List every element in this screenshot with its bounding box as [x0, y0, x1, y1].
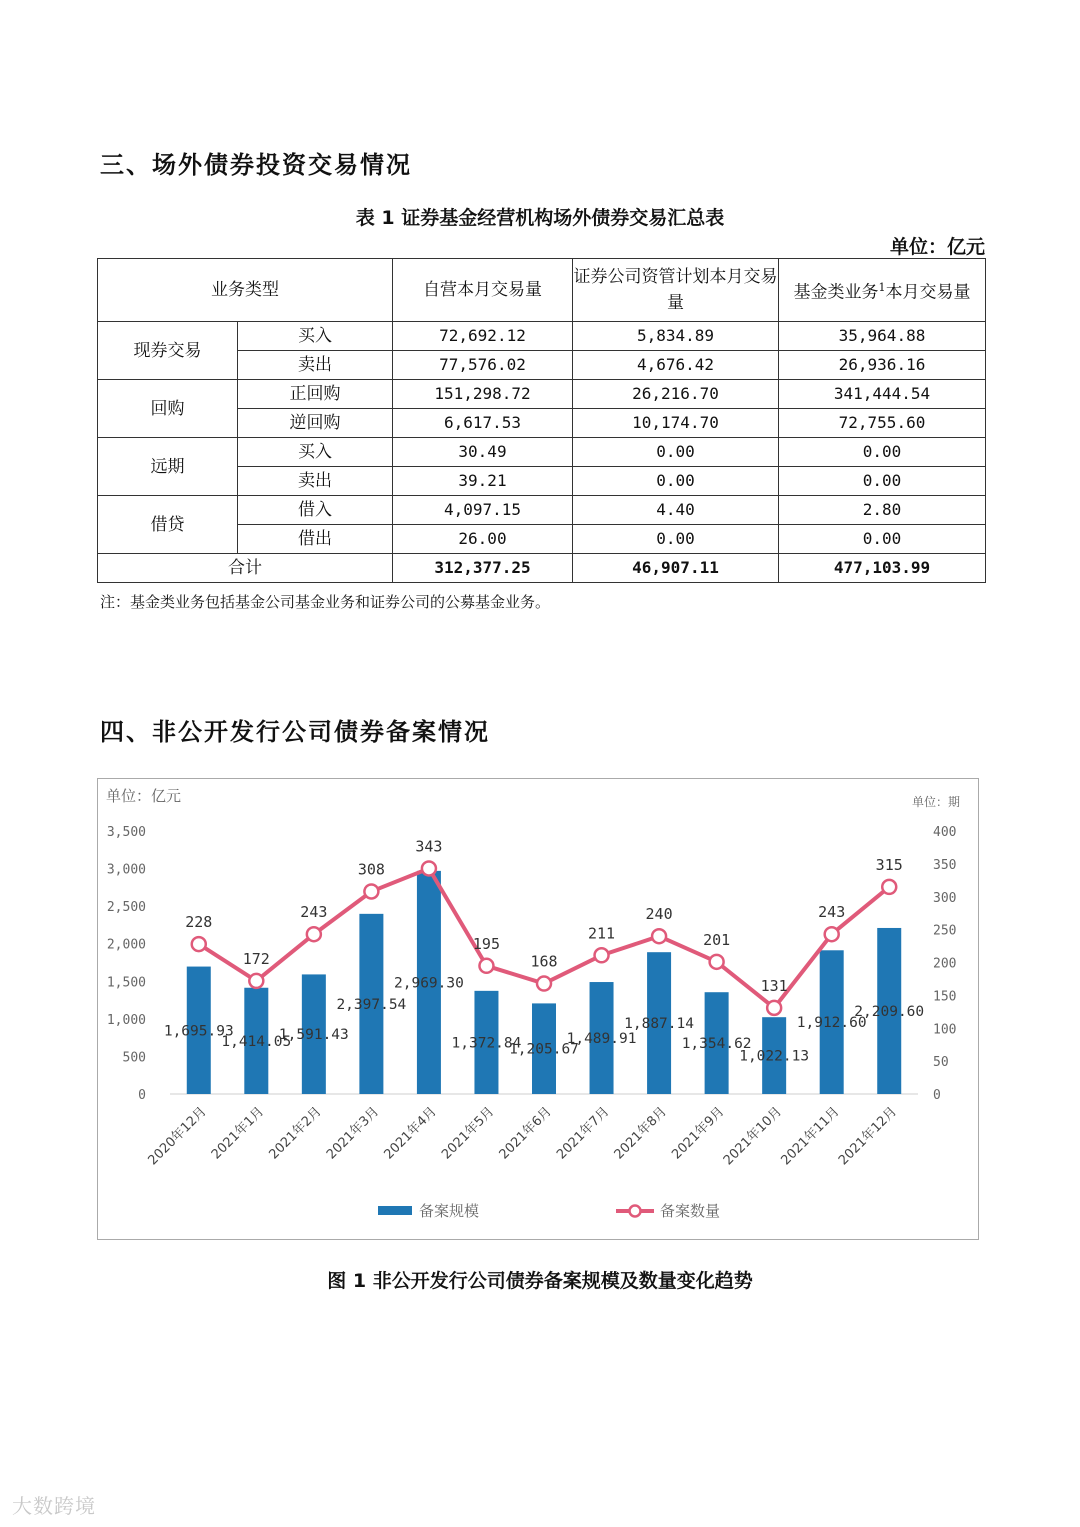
- right-axis-tick: 200: [933, 956, 957, 972]
- header-fund-volume: [779, 259, 986, 322]
- table-row: [98, 380, 986, 409]
- left-axis-tick: 1,500: [106, 975, 146, 991]
- group-label: 借贷: [98, 496, 238, 554]
- left-axis-tick: 3,000: [106, 862, 146, 878]
- self-volume-cell: 39.21: [393, 467, 573, 496]
- total-row: [98, 554, 986, 583]
- self-volume-cell: 26.00: [393, 525, 573, 554]
- count-value-label: 131: [760, 976, 788, 995]
- count-point: [882, 880, 896, 894]
- header-am-volume: 证券公司资管计划本月交易量: [573, 259, 779, 322]
- right-axis-tick: 400: [933, 825, 957, 840]
- group-label: 现券交易: [98, 322, 238, 380]
- bar-value-label: 1,022.13: [739, 1048, 810, 1065]
- category-label: 2021年8月: [611, 1104, 670, 1163]
- bar-value-label: 1,205.67: [509, 1041, 579, 1058]
- count-value-label: 343: [415, 837, 443, 856]
- bar-value-label: 1,354.62: [681, 1036, 752, 1053]
- section-4-heading: 四、非公开发行公司债券备案情况: [100, 718, 490, 746]
- group-label: 回购: [98, 380, 238, 438]
- legend-line-label: 备案数量: [660, 1202, 721, 1220]
- self-volume-cell: 77,576.02: [393, 351, 573, 380]
- right-axis-tick: 250: [933, 923, 957, 939]
- category-label: 2021年1月: [208, 1104, 268, 1163]
- category-label: 2021年5月: [439, 1104, 498, 1163]
- left-axis-tick: 2,500: [106, 900, 146, 916]
- count-value-label: 240: [645, 905, 673, 924]
- fund-volume-cell: 72,755.60: [779, 409, 986, 438]
- fund-volume-cell: 0.00: [779, 438, 986, 467]
- am-volume-cell: 26,216.70: [573, 380, 779, 409]
- bar-value-label: 2,209.60: [854, 1003, 925, 1020]
- sub-type-cell: 卖出: [238, 467, 393, 496]
- right-axis-tick: 50: [933, 1055, 949, 1071]
- watermark-text: 大数跨境: [12, 1494, 96, 1518]
- right-axis-tick: 0: [933, 1088, 941, 1103]
- header-business-type: 业务类型: [98, 259, 393, 322]
- sub-type-cell: 卖出: [238, 351, 393, 380]
- filing-trend-chart: [98, 779, 978, 1239]
- header-self-volume: 自营本月交易量: [393, 259, 573, 322]
- count-value-label: 228: [185, 913, 213, 932]
- fund-volume-cell: 341,444.54: [779, 380, 986, 409]
- count-value-label: 201: [703, 930, 731, 949]
- sub-type-cell: 借出: [238, 525, 393, 554]
- table-row: [98, 438, 986, 467]
- count-point: [422, 861, 436, 875]
- category-label: 2020年12月: [145, 1104, 210, 1169]
- self-volume-cell: 151,298.72: [393, 380, 573, 409]
- category-label: 2021年2月: [266, 1104, 325, 1163]
- sub-type-cell: 借入: [238, 496, 393, 525]
- sub-type-cell: 逆回购: [238, 409, 393, 438]
- am-volume-cell: 0.00: [573, 467, 779, 496]
- total-fund-volume: 477,103.99: [779, 554, 986, 583]
- count-value-label: 211: [587, 924, 616, 943]
- category-label: 2021年9月: [669, 1104, 728, 1163]
- count-value-label: 243: [818, 903, 846, 922]
- right-axis-tick: 350: [933, 857, 957, 873]
- category-label: 2021年12月: [835, 1104, 901, 1169]
- am-volume-cell: 4.40: [573, 496, 779, 525]
- bar-value-label: 1,489.91: [566, 1031, 637, 1048]
- bar-value-label: 2,397.54: [336, 996, 407, 1013]
- self-volume-cell: 72,692.12: [393, 322, 573, 351]
- sub-type-cell: 买入: [238, 322, 393, 351]
- fund-volume-cell: 2.80: [779, 496, 986, 525]
- count-point: [249, 974, 263, 988]
- category-label: 2021年3月: [323, 1104, 383, 1163]
- table-caption: 表 1 证券基金经营机构场外债券交易汇总表: [355, 207, 725, 229]
- legend-line-marker: [630, 1206, 641, 1217]
- bar-value-label: 1,591.43: [278, 1027, 349, 1044]
- bar-value-label: 1,887.14: [624, 1016, 694, 1033]
- am-volume-cell: 4,676.42: [573, 351, 779, 380]
- count-value-label: 308: [357, 860, 385, 879]
- right-axis-tick: 150: [933, 989, 957, 1005]
- count-point: [652, 929, 666, 943]
- self-volume-cell: 30.49: [393, 438, 573, 467]
- count-value-label: 168: [530, 952, 558, 971]
- count-point: [307, 927, 321, 941]
- right-axis-unit: 单位：期: [911, 795, 960, 809]
- left-axis-tick: 500: [122, 1050, 146, 1066]
- bar-value-label: 1,912.60: [796, 1015, 867, 1032]
- left-axis-tick: 2,000: [106, 937, 146, 953]
- count-point: [595, 948, 609, 962]
- right-axis-tick: 100: [933, 1022, 957, 1038]
- footnote-marker: 1: [878, 280, 886, 294]
- bar-value-label: 1,414.05: [221, 1033, 292, 1050]
- section-3-heading: 三、场外债券投资交易情况: [100, 151, 412, 179]
- group-label: 远期: [98, 438, 238, 496]
- count-point: [192, 937, 206, 951]
- count-value-label: 172: [242, 949, 270, 968]
- table-row: [98, 322, 986, 351]
- legend-bar-swatch: [378, 1206, 412, 1215]
- total-label: 合计: [98, 554, 393, 583]
- total-am-volume: 46,907.11: [573, 554, 779, 583]
- count-point: [364, 884, 378, 898]
- figure-caption: 图 1 非公开发行公司债券备案规模及数量变化趋势: [327, 1270, 753, 1292]
- count-point: [479, 959, 493, 973]
- header-fund-label-end: 本月交易量: [885, 282, 971, 303]
- right-axis-tick: 300: [933, 890, 957, 906]
- sub-type-cell: 买入: [238, 438, 393, 467]
- count-point: [537, 977, 551, 991]
- sub-type-cell: 正回购: [238, 380, 393, 409]
- fund-volume-cell: 26,936.16: [779, 351, 986, 380]
- count-point: [825, 927, 839, 941]
- am-volume-cell: 5,834.89: [573, 322, 779, 351]
- table-unit-label: 单位：亿元: [889, 236, 985, 258]
- category-label: 2021年11月: [778, 1104, 843, 1169]
- am-volume-cell: 0.00: [573, 438, 779, 467]
- category-label: 2021年7月: [554, 1104, 613, 1163]
- bar-value-label: 1,695.93: [163, 1023, 234, 1040]
- count-value-label: 243: [300, 903, 328, 922]
- left-axis-tick: 3,500: [106, 825, 146, 840]
- self-volume-cell: 6,617.53: [393, 409, 573, 438]
- left-axis-tick: 1,000: [106, 1012, 146, 1028]
- count-value-label: 315: [875, 855, 903, 874]
- fund-volume-cell: 0.00: [779, 525, 986, 554]
- count-point: [767, 1001, 781, 1015]
- total-self-volume: 312,377.25: [393, 554, 573, 583]
- legend-bar-label: 备案规模: [419, 1202, 480, 1220]
- fund-volume-cell: 35,964.88: [779, 322, 986, 351]
- table-row: [98, 496, 986, 525]
- fund-volume-cell: 0.00: [779, 467, 986, 496]
- bar-value-label: 2,969.30: [394, 975, 464, 992]
- left-axis-tick: 0: [138, 1088, 146, 1103]
- table-footnote: 注：基金类业务包括基金公司基金业务和证券公司的公募基金业务。: [100, 593, 551, 611]
- header-fund-label: 基金类业务: [793, 282, 879, 303]
- count-value-label: 195: [472, 934, 501, 953]
- category-label: 2021年4月: [381, 1104, 440, 1163]
- am-volume-cell: 0.00: [573, 525, 779, 554]
- category-label: 2021年6月: [496, 1104, 555, 1163]
- category-label: 2021年10月: [720, 1104, 785, 1169]
- self-volume-cell: 4,097.15: [393, 496, 573, 525]
- count-point: [710, 955, 724, 969]
- am-volume-cell: 10,174.70: [573, 409, 779, 438]
- chart-frame: [97, 778, 979, 1240]
- left-axis-unit: 单位：亿元: [106, 787, 182, 805]
- bar-value-label: 1,372.84: [451, 1035, 522, 1052]
- bond-trading-summary-table: [97, 258, 986, 583]
